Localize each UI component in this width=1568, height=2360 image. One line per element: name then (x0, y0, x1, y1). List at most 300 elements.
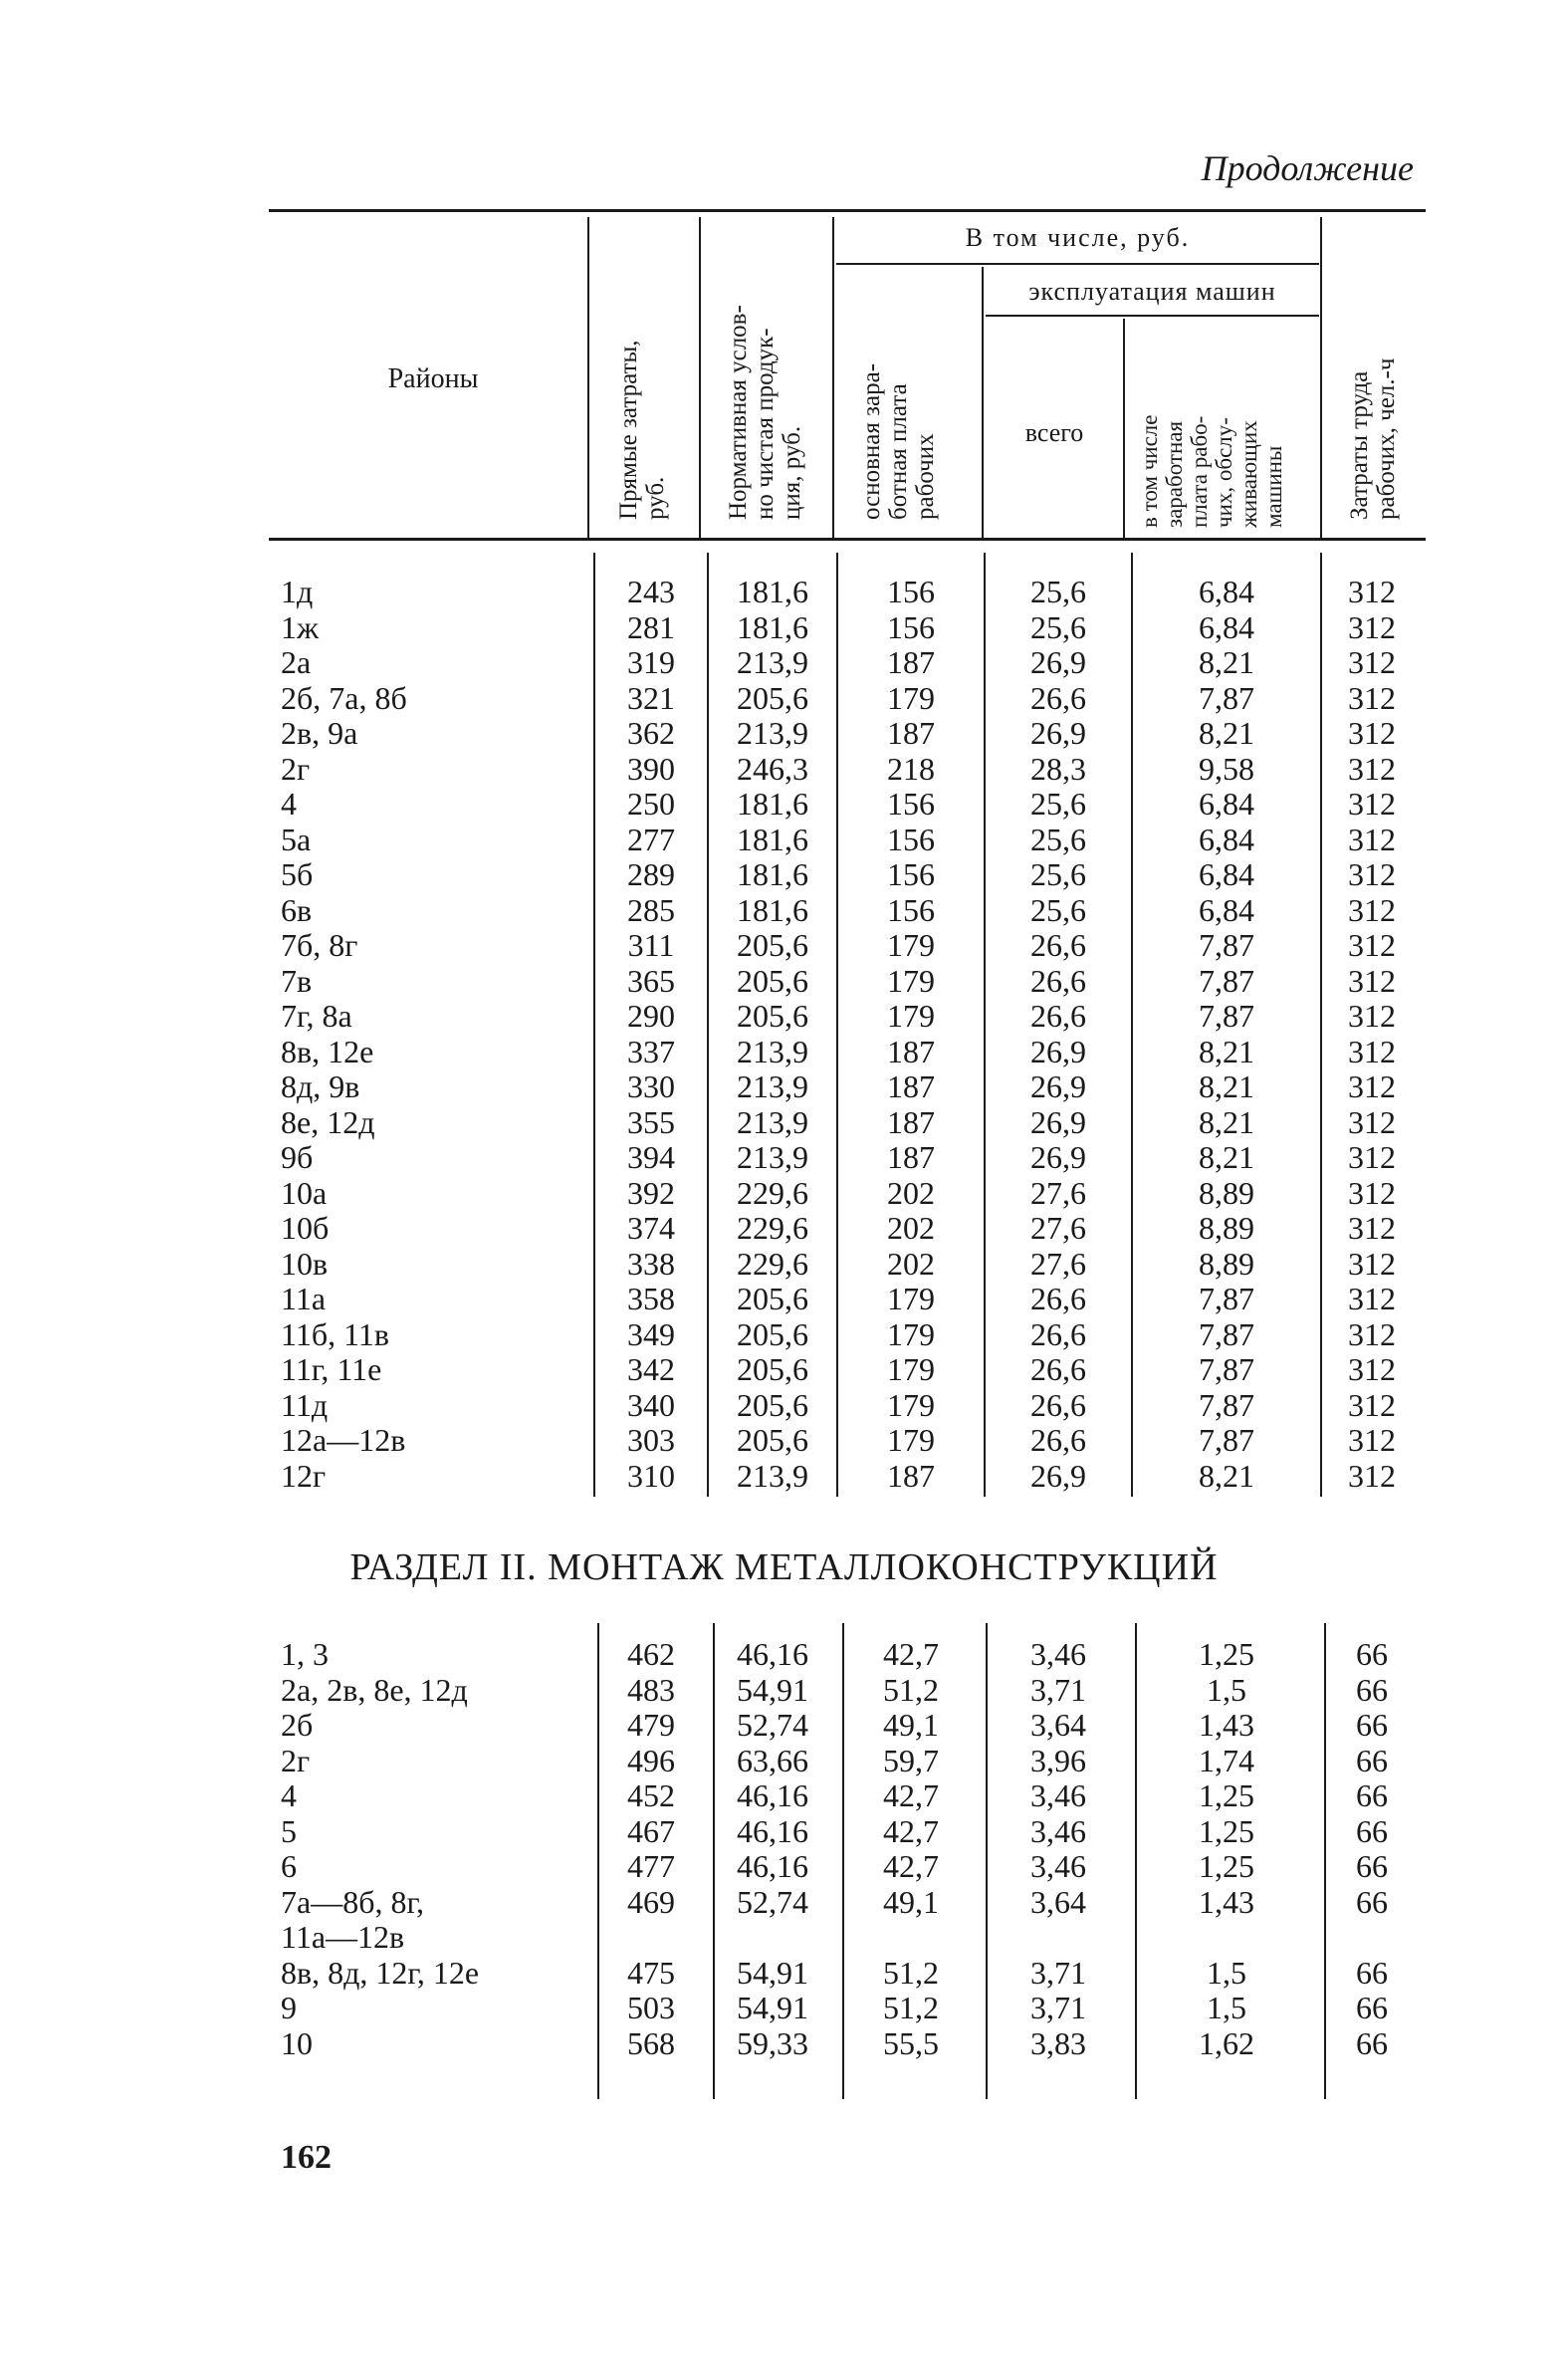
cell-machine-wages: 1,5 (1207, 1671, 1246, 1708)
cell-direct-costs: 374 (627, 1210, 675, 1246)
header-col-divider (1320, 217, 1322, 538)
table-row (0, 1814, 1568, 1850)
cell-region: 12г (281, 1457, 327, 1494)
cell-machine-total: 26,9 (1030, 715, 1086, 751)
cell-machine-wages: 8,21 (1199, 1457, 1254, 1494)
cell-base-wages: 49,1 (883, 1883, 939, 1920)
cell-machine-total: 26,6 (1030, 1281, 1086, 1316)
cell-labor-costs: 312 (1348, 1457, 1396, 1494)
header-labor-costs: Затраты труда рабочих, чел.-ч (1346, 357, 1400, 520)
cell-region: 6в (281, 891, 313, 928)
cell-base-wages: 179 (887, 1386, 935, 1423)
table-row (0, 1708, 1568, 1744)
table-row (0, 964, 1568, 1000)
cell-labor-costs: 66 (1356, 1777, 1388, 1813)
cell-direct-costs: 289 (627, 856, 675, 892)
cell-base-wages: 202 (887, 1174, 935, 1211)
cell-base-wages: 179 (887, 1315, 935, 1352)
header-machine-total: всего (1024, 418, 1084, 447)
cell-normative-net: 205,6 (737, 998, 808, 1034)
cell-machine-total: 3,96 (1030, 1742, 1086, 1778)
table-row (0, 1459, 1568, 1495)
cell-labor-costs: 66 (1356, 1671, 1388, 1708)
cell-direct-costs: 342 (627, 1351, 675, 1387)
cell-region: 9 (281, 1990, 297, 2025)
cell-base-wages: 179 (887, 962, 935, 999)
cell-labor-costs: 312 (1348, 679, 1396, 716)
table-row (0, 928, 1568, 964)
cell-normative-net: 213,9 (737, 1033, 808, 1069)
header-bottom-rule (269, 538, 1426, 541)
page-number: 162 (281, 2139, 332, 2176)
cell-labor-costs: 66 (1356, 1883, 1388, 1920)
cell-normative-net: 205,6 (737, 962, 808, 999)
cell-region: 9б (281, 1139, 314, 1175)
cell-machine-total: 26,6 (1030, 1315, 1086, 1352)
table-row (0, 1211, 1568, 1247)
cell-machine-wages: 8,89 (1199, 1210, 1254, 1246)
cell-labor-costs: 312 (1348, 962, 1396, 999)
cell-direct-costs: 281 (627, 608, 675, 645)
cell-normative-net: 213,9 (737, 644, 808, 680)
cell-direct-costs: 390 (627, 750, 675, 787)
cell-machine-wages: 8,21 (1199, 1033, 1254, 1069)
header-col-divider (832, 217, 834, 538)
cell-region: 11д (281, 1386, 329, 1423)
table-row (0, 1920, 1568, 1956)
header-machine-wages: в том числе заработная плата рабо- чих, обслу- живающих машины (1137, 414, 1286, 528)
cell-base-wages: 42,7 (883, 1848, 939, 1884)
cell-region: 10б (281, 1210, 330, 1246)
cell-machine-total: 26,6 (1030, 927, 1086, 963)
section2-title: РАЗДЕЛ II. МОНТАЖ МЕТАЛЛОКОНСТРУКЦИЙ (349, 1546, 1219, 1588)
header-direct-costs: Прямые затраты, руб. (615, 340, 669, 520)
cell-labor-costs: 66 (1356, 1707, 1388, 1743)
cell-machine-total: 26,9 (1030, 1139, 1086, 1175)
cell-base-wages: 179 (887, 679, 935, 716)
cell-machine-total: 26,6 (1030, 1351, 1086, 1387)
table-top-rule (269, 209, 1426, 212)
cell-direct-costs: 394 (627, 1139, 675, 1175)
cell-region: 7в (281, 962, 313, 999)
cell-base-wages: 42,7 (883, 1812, 939, 1849)
table-row (0, 716, 1568, 752)
cell-normative-net: 213,9 (737, 715, 808, 751)
cell-direct-costs: 337 (627, 1033, 675, 1069)
cell-base-wages: 179 (887, 1281, 935, 1316)
cell-machine-total: 26,6 (1030, 679, 1086, 716)
cell-direct-costs: 467 (627, 1812, 675, 1849)
cell-region: 4 (281, 1777, 297, 1813)
cell-labor-costs: 312 (1348, 856, 1396, 892)
table-row (0, 857, 1568, 893)
table-row (0, 1778, 1568, 1814)
cell-region: 2б (281, 1707, 314, 1743)
table-row (0, 1388, 1568, 1424)
cell-direct-costs: 358 (627, 1281, 675, 1316)
cell-region: 8в, 12е (281, 1033, 374, 1069)
table-row (0, 1885, 1568, 1921)
cell-direct-costs: 483 (627, 1671, 675, 1708)
cell-labor-costs: 312 (1348, 1386, 1396, 1423)
cell-region: 2а, 2в, 8е, 12д (281, 1671, 468, 1708)
cell-region: 2в, 9а (281, 715, 358, 751)
cell-direct-costs: 452 (627, 1777, 675, 1813)
cell-machine-wages: 7,87 (1199, 1315, 1254, 1352)
cell-normative-net: 213,9 (737, 1068, 808, 1104)
cell-labor-costs: 312 (1348, 1210, 1396, 1246)
cell-direct-costs: 250 (627, 786, 675, 822)
cell-normative-net: 181,6 (737, 821, 808, 857)
cell-machine-total: 26,9 (1030, 1103, 1086, 1140)
cell-machine-wages: 6,84 (1199, 574, 1254, 609)
cell-region: 12а—12в (281, 1422, 406, 1458)
cell-base-wages: 187 (887, 644, 935, 680)
cell-labor-costs: 312 (1348, 786, 1396, 822)
cell-normative-net: 181,6 (737, 608, 808, 645)
cell-normative-net: 181,6 (737, 574, 808, 609)
cell-machine-wages: 7,87 (1199, 1281, 1254, 1316)
table-row (0, 610, 1568, 646)
table-row (0, 752, 1568, 788)
cell-direct-costs: 340 (627, 1386, 675, 1423)
header-machine-operation: эксплуатация машин (1028, 277, 1276, 306)
cell-direct-costs: 496 (627, 1742, 675, 1778)
cell-machine-total: 25,6 (1030, 608, 1086, 645)
cell-labor-costs: 66 (1356, 1990, 1388, 2025)
cell-base-wages: 51,2 (883, 1671, 939, 1708)
table-row (0, 1744, 1568, 1779)
cell-machine-total: 26,6 (1030, 1386, 1086, 1423)
cell-machine-total: 28,3 (1030, 750, 1086, 787)
cell-direct-costs: 338 (627, 1245, 675, 1282)
cell-region: 11б, 11в (281, 1315, 390, 1352)
cell-normative-net: 52,74 (737, 1707, 808, 1743)
cell-machine-wages: 8,21 (1199, 715, 1254, 751)
cell-region: 7г, 8а (281, 998, 352, 1034)
cell-base-wages: 51,2 (883, 1954, 939, 1991)
cell-labor-costs: 312 (1348, 1422, 1396, 1458)
cell-base-wages: 59,7 (883, 1742, 939, 1778)
cell-machine-wages: 7,87 (1199, 927, 1254, 963)
cell-normative-net: 229,6 (737, 1245, 808, 1282)
cell-machine-total: 27,6 (1030, 1245, 1086, 1282)
table-row (0, 1247, 1568, 1283)
cell-machine-wages: 8,89 (1199, 1174, 1254, 1211)
cell-direct-costs: 462 (627, 1636, 675, 1672)
table-row (0, 1069, 1568, 1105)
cell-labor-costs: 312 (1348, 750, 1396, 787)
cell-labor-costs: 312 (1348, 927, 1396, 963)
cell-normative-net: 205,6 (737, 679, 808, 716)
cell-normative-net: 205,6 (737, 1315, 808, 1352)
cell-direct-costs: 243 (627, 574, 675, 609)
cell-labor-costs: 312 (1348, 1033, 1396, 1069)
cell-machine-wages: 1,5 (1207, 1990, 1246, 2025)
header-col-divider (699, 217, 701, 538)
cell-base-wages: 202 (887, 1245, 935, 1282)
cell-normative-net: 205,6 (737, 927, 808, 963)
table-row (0, 1849, 1568, 1885)
cell-machine-wages: 7,87 (1199, 1422, 1254, 1458)
cell-machine-wages: 1,25 (1199, 1636, 1254, 1672)
cell-base-wages: 156 (887, 821, 935, 857)
cell-region: 5б (281, 856, 314, 892)
cell-normative-net: 246,3 (737, 750, 808, 787)
cell-machine-wages: 7,87 (1199, 679, 1254, 716)
cell-machine-total: 25,6 (1030, 856, 1086, 892)
cell-normative-net: 181,6 (737, 891, 808, 928)
cell-labor-costs: 312 (1348, 608, 1396, 645)
cell-machine-wages: 1,25 (1199, 1812, 1254, 1849)
table-row (0, 2026, 1568, 2062)
cell-machine-total: 3,64 (1030, 1883, 1086, 1920)
cell-machine-wages: 1,43 (1199, 1883, 1254, 1920)
table-row (0, 1352, 1568, 1388)
cell-machine-wages: 9,58 (1199, 750, 1254, 787)
cell-machine-wages: 1,43 (1199, 1707, 1254, 1743)
cell-region: 4 (281, 786, 297, 822)
cell-direct-costs: 303 (627, 1422, 675, 1458)
continuation-label: Продолжение (1201, 148, 1414, 188)
table-row (0, 1317, 1568, 1353)
cell-labor-costs: 66 (1356, 1636, 1388, 1672)
cell-machine-total: 3,46 (1030, 1812, 1086, 1849)
cell-machine-wages: 7,87 (1199, 998, 1254, 1034)
cell-direct-costs: 310 (627, 1457, 675, 1494)
cell-machine-total: 26,9 (1030, 1068, 1086, 1104)
cell-normative-net: 205,6 (737, 1386, 808, 1423)
cell-direct-costs: 311 (627, 927, 675, 963)
cell-normative-net: 229,6 (737, 1210, 808, 1246)
cell-region: 1, 3 (281, 1636, 329, 1672)
cell-normative-net: 181,6 (737, 786, 808, 822)
cell-base-wages: 55,5 (883, 2024, 939, 2061)
cell-region: 11а—12в (281, 1919, 405, 1955)
cell-region: 5а (281, 821, 312, 857)
cell-base-wages: 179 (887, 927, 935, 963)
cell-normative-net: 46,16 (737, 1777, 808, 1813)
cell-machine-total: 3,71 (1030, 1671, 1086, 1708)
cell-normative-net: 213,9 (737, 1103, 808, 1140)
cell-labor-costs: 312 (1348, 715, 1396, 751)
cell-labor-costs: 312 (1348, 574, 1396, 609)
cell-normative-net: 229,6 (737, 1174, 808, 1211)
cell-labor-costs: 312 (1348, 1315, 1396, 1352)
cell-base-wages: 49,1 (883, 1707, 939, 1743)
cell-direct-costs: 290 (627, 998, 675, 1034)
cell-labor-costs: 66 (1356, 1812, 1388, 1849)
cell-machine-wages: 1,62 (1199, 2024, 1254, 2061)
cell-machine-total: 3,71 (1030, 1954, 1086, 1991)
cell-labor-costs: 312 (1348, 1351, 1396, 1387)
table-row (0, 1673, 1568, 1709)
cell-labor-costs: 312 (1348, 1139, 1396, 1175)
cell-region: 2б, 7а, 8б (281, 679, 407, 716)
table-row (0, 1035, 1568, 1070)
table-row (0, 787, 1568, 823)
cell-machine-wages: 1,74 (1199, 1742, 1254, 1778)
cell-machine-total: 26,6 (1030, 1422, 1086, 1458)
cell-base-wages: 156 (887, 574, 935, 609)
cell-machine-total: 26,6 (1030, 962, 1086, 999)
cell-direct-costs: 503 (627, 1990, 675, 2025)
cell-machine-wages: 6,84 (1199, 821, 1254, 857)
cell-normative-net: 46,16 (737, 1812, 808, 1849)
cell-labor-costs: 312 (1348, 1281, 1396, 1316)
cell-region: 1ж (281, 608, 320, 645)
table-row (0, 1956, 1568, 1992)
cell-region: 10 (281, 2024, 313, 2061)
cell-machine-total: 25,6 (1030, 821, 1086, 857)
cell-base-wages: 187 (887, 715, 935, 751)
table-row (0, 893, 1568, 929)
cell-machine-wages: 7,87 (1199, 962, 1254, 999)
cell-normative-net: 181,6 (737, 856, 808, 892)
cell-machine-total: 25,6 (1030, 786, 1086, 822)
cell-normative-net: 52,74 (737, 1883, 808, 1920)
cell-base-wages: 156 (887, 856, 935, 892)
header-normative-net-product: Нормативная услов- но чистая продук- ция, руб. (725, 305, 805, 520)
cell-region: 11а (281, 1281, 327, 1316)
cell-machine-wages: 1,25 (1199, 1848, 1254, 1884)
cell-machine-total: 25,6 (1030, 891, 1086, 928)
cell-region: 2г (281, 1742, 311, 1778)
cell-region: 6 (281, 1848, 297, 1884)
cell-direct-costs: 285 (627, 891, 675, 928)
cell-machine-total: 3,46 (1030, 1636, 1086, 1672)
cell-region: 10а (281, 1174, 328, 1211)
cell-machine-wages: 8,89 (1199, 1245, 1254, 1282)
cell-base-wages: 187 (887, 1068, 935, 1104)
cell-labor-costs: 312 (1348, 1068, 1396, 1104)
cell-machine-total: 3,64 (1030, 1707, 1086, 1743)
cell-machine-total: 26,6 (1030, 998, 1086, 1034)
cell-base-wages: 51,2 (883, 1990, 939, 2025)
cell-region: 2а (281, 644, 312, 680)
cell-labor-costs: 312 (1348, 821, 1396, 857)
cell-machine-total: 3,46 (1030, 1777, 1086, 1813)
cell-machine-total: 3,71 (1030, 1990, 1086, 2025)
cell-machine-total: 26,9 (1030, 1033, 1086, 1069)
cell-labor-costs: 312 (1348, 998, 1396, 1034)
table-row (0, 645, 1568, 681)
cell-normative-net: 205,6 (737, 1281, 808, 1316)
cell-direct-costs: 362 (627, 715, 675, 751)
header-regions: Районы (387, 363, 479, 394)
cell-labor-costs: 312 (1348, 644, 1396, 680)
cell-machine-wages: 1,25 (1199, 1777, 1254, 1813)
cell-direct-costs: 365 (627, 962, 675, 999)
cell-base-wages: 202 (887, 1210, 935, 1246)
cell-machine-wages: 8,21 (1199, 1103, 1254, 1140)
cell-region: 11г, 11е (281, 1351, 382, 1387)
cell-region: 7а—8б, 8г, (281, 1883, 424, 1920)
header-col-divider (587, 217, 589, 538)
cell-labor-costs: 66 (1356, 1954, 1388, 1991)
cell-normative-net: 54,91 (737, 1954, 808, 1991)
table-row (0, 1282, 1568, 1317)
cell-base-wages: 179 (887, 998, 935, 1034)
cell-machine-total: 27,6 (1030, 1210, 1086, 1246)
cell-region: 8в, 8д, 12г, 12е (281, 1954, 480, 1991)
cell-machine-total: 25,6 (1030, 574, 1086, 609)
cell-direct-costs: 330 (627, 1068, 675, 1104)
cell-machine-wages: 8,21 (1199, 1139, 1254, 1175)
table-row (0, 1105, 1568, 1141)
header-including-group: В том числе, руб. (965, 223, 1191, 252)
machine-group-rule (986, 315, 1319, 317)
table-row (0, 575, 1568, 610)
cell-base-wages: 218 (887, 750, 935, 787)
cell-machine-wages: 6,84 (1199, 608, 1254, 645)
table-row (0, 1637, 1568, 1673)
cell-labor-costs: 66 (1356, 1742, 1388, 1778)
cell-base-wages: 42,7 (883, 1777, 939, 1813)
cell-machine-total: 26,9 (1030, 1457, 1086, 1494)
cell-machine-total: 3,83 (1030, 2024, 1086, 2061)
cell-region: 5 (281, 1812, 297, 1849)
cell-normative-net: 59,33 (737, 2024, 808, 2061)
cell-base-wages: 156 (887, 608, 935, 645)
cell-labor-costs: 66 (1356, 2024, 1388, 2061)
cell-region: 7б, 8г (281, 927, 358, 963)
cell-direct-costs: 568 (627, 2024, 675, 2061)
cell-direct-costs: 319 (627, 644, 675, 680)
cell-labor-costs: 312 (1348, 891, 1396, 928)
table-row (0, 681, 1568, 717)
cell-labor-costs: 66 (1356, 1848, 1388, 1884)
cell-machine-wages: 8,21 (1199, 644, 1254, 680)
cell-labor-costs: 312 (1348, 1103, 1396, 1140)
cell-machine-total: 27,6 (1030, 1174, 1086, 1211)
cell-direct-costs: 349 (627, 1315, 675, 1352)
cell-direct-costs: 469 (627, 1883, 675, 1920)
cell-base-wages: 179 (887, 1351, 935, 1387)
header-col-divider (982, 267, 984, 538)
cell-base-wages: 187 (887, 1103, 935, 1140)
cell-region: 1д (281, 574, 314, 609)
cell-base-wages: 179 (887, 1422, 935, 1458)
cell-machine-wages: 7,87 (1199, 1351, 1254, 1387)
cell-labor-costs: 312 (1348, 1245, 1396, 1282)
cell-region: 8д, 9в (281, 1068, 360, 1104)
cell-base-wages: 187 (887, 1033, 935, 1069)
cell-normative-net: 54,91 (737, 1990, 808, 2025)
cell-normative-net: 54,91 (737, 1671, 808, 1708)
table-row (0, 1176, 1568, 1212)
cell-direct-costs: 392 (627, 1174, 675, 1211)
cell-direct-costs: 277 (627, 821, 675, 857)
cell-base-wages: 42,7 (883, 1636, 939, 1672)
cell-machine-wages: 8,21 (1199, 1068, 1254, 1104)
cell-region: 10в (281, 1245, 329, 1282)
cell-direct-costs: 355 (627, 1103, 675, 1140)
cell-normative-net: 63,66 (737, 1742, 808, 1778)
cell-labor-costs: 312 (1348, 1174, 1396, 1211)
table-row (0, 1423, 1568, 1459)
cell-machine-wages: 6,84 (1199, 786, 1254, 822)
header-col-divider (1123, 319, 1125, 538)
cell-normative-net: 213,9 (737, 1457, 808, 1494)
including-group-rule (836, 263, 1319, 265)
cell-machine-total: 3,46 (1030, 1848, 1086, 1884)
cell-direct-costs: 475 (627, 1954, 675, 1991)
cell-direct-costs: 479 (627, 1707, 675, 1743)
cell-region: 2г (281, 750, 311, 787)
cell-normative-net: 46,16 (737, 1848, 808, 1884)
cell-base-wages: 187 (887, 1139, 935, 1175)
